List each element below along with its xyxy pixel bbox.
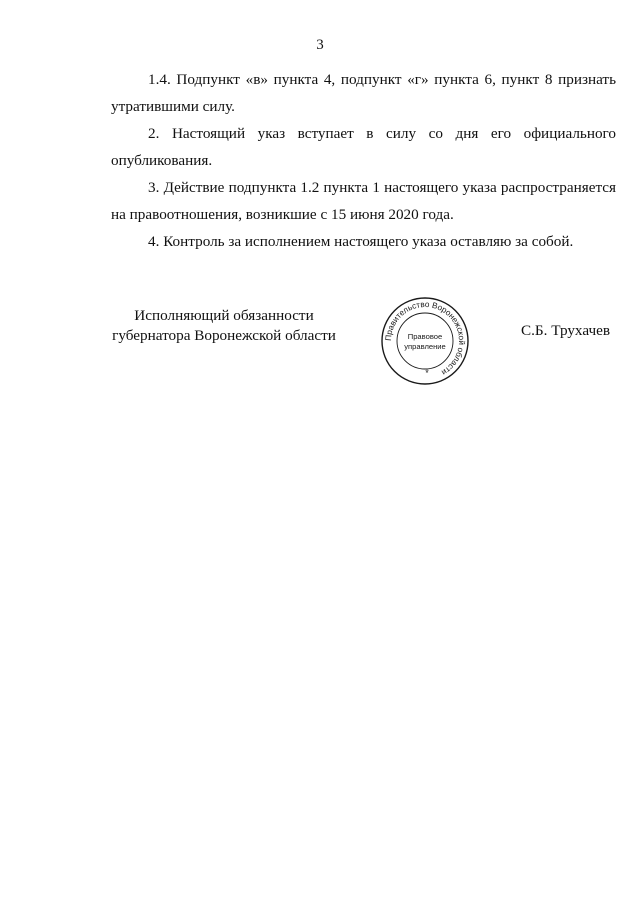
- signer-position-line-2: губернатора Воронежской области: [112, 327, 336, 344]
- signer-position: [104, 306, 344, 346]
- stamp-inner-ring: [397, 313, 453, 369]
- paragraph-3: 3. Действие подпункта 1.2 пункта 1 настоящего указа распространяется на правоотношения, возникшие с 15 июня 2020 года.: [111, 179, 616, 223]
- paragraph-1-4: 1.4. Подпункт «в» пункта 4, подпункт «г» пункта 6, пункт 8 признать утратившими силу.: [111, 71, 616, 115]
- stamp-center-line-1: Правовое: [407, 332, 443, 341]
- paragraph-2: 2. Настоящий указ вступает в силу со дня его официального опубликования.: [111, 125, 616, 169]
- stamp-ring-text: Правительство Воронежской области: [383, 299, 467, 378]
- signer-position-line-1: Исполняющий обязанности: [134, 307, 314, 324]
- document-body: [111, 66, 616, 255]
- stamp-star-icon: *: [425, 368, 429, 378]
- signer-name: С.Б. Трухачев: [521, 322, 611, 339]
- stamp-center-line-2: управление: [404, 342, 446, 351]
- page-number: 3: [316, 37, 324, 53]
- official-stamp: [380, 296, 470, 386]
- paragraph-4: 4. Контроль за исполнением настоящего указа оставляю за собой.: [148, 233, 574, 250]
